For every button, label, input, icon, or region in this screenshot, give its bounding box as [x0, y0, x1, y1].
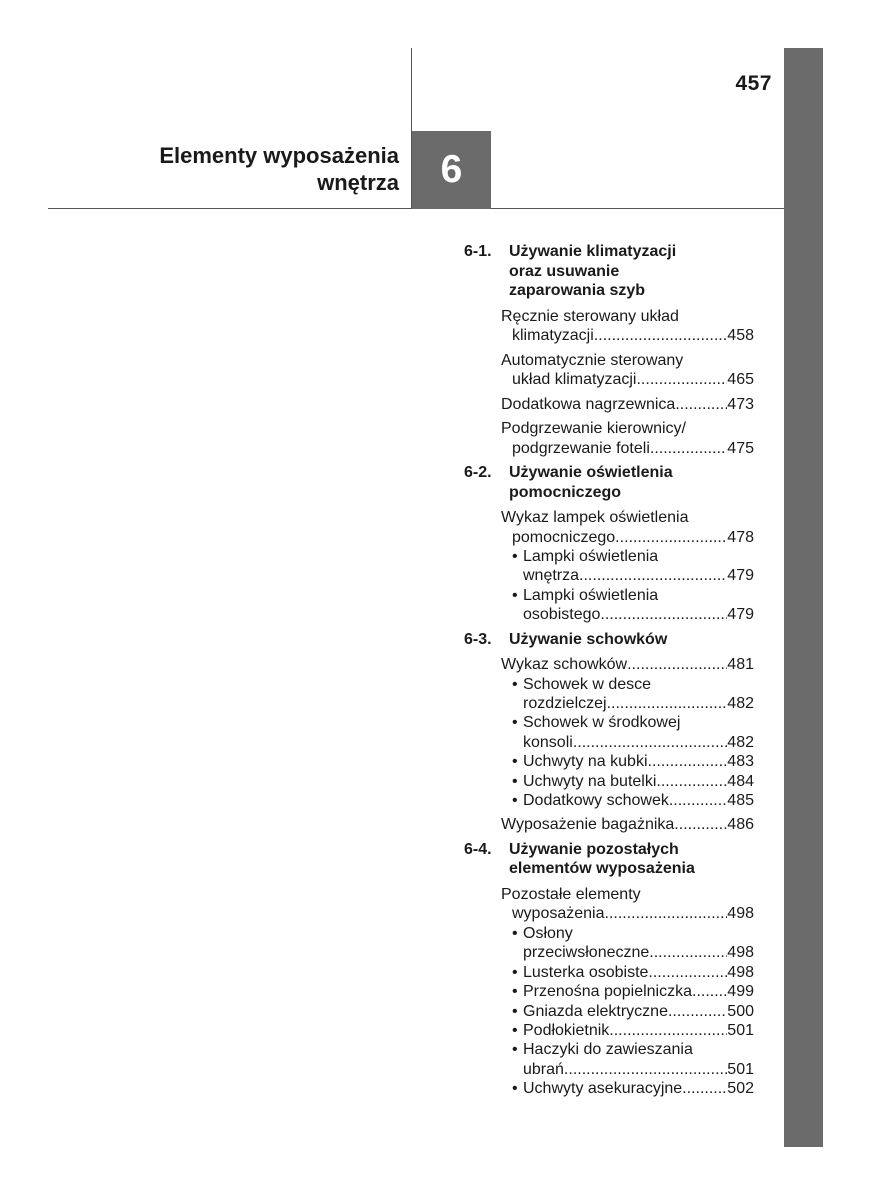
- entry-text: osobistego: [523, 606, 601, 624]
- page-ref[interactable]: 479: [727, 567, 754, 585]
- entry-text: • Lampki oświetlenia: [523, 548, 659, 565]
- entry-text: • Przenośna popielniczka: [523, 983, 692, 1001]
- dot-leader: [669, 791, 727, 810]
- section-title-line: Używanie klimatyzacji: [509, 243, 677, 260]
- entry-text: ubrań: [523, 1060, 564, 1078]
- section-number: 6-1.: [464, 243, 492, 260]
- page-ref[interactable]: 482: [727, 695, 754, 713]
- entry-text: pomocniczego: [512, 528, 616, 546]
- entry-text: podgrzewanie foteli: [512, 439, 650, 457]
- entry-text: wnętrza: [523, 567, 580, 585]
- bullet-list: [512, 924, 754, 1099]
- bullet-item[interactable]: [512, 924, 754, 963]
- section-title: [464, 242, 754, 301]
- page-ref[interactable]: 465: [727, 371, 754, 388]
- entry-line: [523, 982, 754, 1001]
- entry-line: [523, 791, 754, 810]
- entry-text: • Lampki oświetlenia: [523, 586, 659, 604]
- entry-line: [523, 943, 754, 962]
- dot-leader: [605, 904, 728, 924]
- entry-line: [523, 1021, 754, 1040]
- entry-line: [523, 586, 754, 605]
- page-ref[interactable]: 501: [727, 1060, 754, 1078]
- entry-line: [501, 904, 754, 924]
- section-title: [464, 630, 754, 650]
- entry-text: • Uchwyty na butelki: [523, 772, 657, 790]
- entry-text: konsoli: [523, 733, 573, 751]
- page-ref[interactable]: 458: [727, 327, 754, 344]
- entry-line: [501, 815, 754, 835]
- dot-leader: [650, 439, 727, 459]
- entry-text: Ręcznie sterowany układ: [501, 307, 679, 325]
- entry-text: • Schowek w desce: [523, 675, 652, 693]
- section-number: 6-2.: [464, 464, 492, 481]
- entry-text: wyposażenia: [512, 905, 605, 923]
- entry-text: • Dodatkowy schowek: [523, 792, 669, 810]
- entry-line: [523, 694, 754, 713]
- dot-leader: [636, 370, 727, 390]
- entry-line: [501, 885, 754, 905]
- page-ref[interactable]: 498: [727, 944, 754, 962]
- page-ref[interactable]: 486: [727, 816, 754, 834]
- page-ref[interactable]: 499: [727, 983, 754, 1001]
- entry-line: [501, 528, 754, 548]
- page-ref[interactable]: 484: [727, 772, 754, 790]
- entry-line: [523, 733, 754, 752]
- dot-leader: [579, 566, 727, 585]
- page-ref[interactable]: 501: [727, 1022, 754, 1039]
- entry-line: [501, 439, 754, 459]
- entry-line: [523, 1079, 754, 1098]
- entry-line: [523, 1060, 754, 1079]
- entry-line: [501, 370, 754, 390]
- entry-line: [523, 924, 754, 943]
- toc-entry[interactable]: [501, 885, 754, 924]
- page-ref[interactable]: 500: [727, 1002, 754, 1020]
- dot-leader: [692, 982, 727, 1001]
- chapter-title-line: Elementy wyposażenia: [159, 143, 399, 168]
- bullet-item[interactable]: [512, 1021, 754, 1040]
- entry-line: [501, 419, 754, 439]
- entry-line: [523, 566, 754, 585]
- dot-leader: [649, 943, 727, 962]
- toc-section: [464, 242, 754, 458]
- bullet-item[interactable]: [512, 752, 754, 771]
- section-label: [509, 840, 695, 879]
- entry-line: [523, 752, 754, 771]
- entry-line: [501, 508, 754, 528]
- dot-leader: [627, 655, 727, 675]
- entry-text: układ klimatyzacji: [512, 371, 637, 388]
- section-title: [464, 463, 754, 502]
- dot-leader: [682, 1079, 727, 1098]
- toc-section: [464, 463, 754, 625]
- page-ref[interactable]: 479: [727, 606, 754, 624]
- section-label: [509, 242, 676, 301]
- entry-text: • Uchwyty na kubki: [523, 753, 648, 771]
- page-ref[interactable]: 473: [727, 395, 754, 413]
- toc-entry[interactable]: [501, 395, 754, 415]
- entry-text: Wykaz lampek oświetlenia: [501, 509, 689, 526]
- page-ref[interactable]: 478: [727, 528, 754, 546]
- dot-leader: [648, 963, 727, 982]
- entry-line: [523, 605, 754, 624]
- dot-leader: [609, 1021, 727, 1040]
- dot-leader: [668, 1002, 727, 1021]
- bullet-item[interactable]: [512, 1002, 754, 1021]
- section-label: [509, 463, 673, 502]
- dot-leader: [573, 733, 727, 752]
- entry-text: rozdzielczej: [523, 695, 607, 713]
- toc-section: [464, 630, 754, 835]
- section-number: 6-4.: [464, 840, 492, 858]
- bullet-item[interactable]: [512, 547, 754, 586]
- entry-text: Pozostałe elementy: [501, 885, 641, 903]
- entry-line: [501, 351, 754, 371]
- toc-entry[interactable]: [501, 307, 754, 346]
- toc-entry[interactable]: [501, 351, 754, 390]
- entry-text: Automatycznie sterowany: [501, 351, 684, 369]
- entry-line: [523, 547, 754, 566]
- entry-line: [523, 1002, 754, 1021]
- bullet-item[interactable]: [512, 1079, 754, 1098]
- bullet-list: [512, 675, 754, 811]
- entry-line: [501, 395, 754, 415]
- dot-leader: [594, 326, 728, 346]
- entry-line: [523, 1040, 754, 1059]
- entry-text: • Haczyki do zawieszania: [523, 1041, 693, 1059]
- chapter-tab-bar: [784, 48, 823, 1147]
- section-title-line: Używanie pozostałych: [509, 840, 679, 858]
- entry-line: [501, 655, 754, 675]
- bullet-item[interactable]: [512, 772, 754, 791]
- dot-leader: [615, 528, 727, 548]
- entry-text: • Osłony: [523, 924, 573, 942]
- entry-text: klimatyzacji: [512, 327, 594, 344]
- entry-line: [523, 675, 754, 694]
- entry-line: [501, 307, 754, 327]
- entry-text: • Schowek w środkowej: [523, 714, 681, 732]
- entry-text: Dodatkowa nagrzewnica: [501, 395, 676, 413]
- toc-entry[interactable]: [501, 419, 754, 458]
- entry-line: [523, 772, 754, 791]
- section-title-line: elementów wyposażenia: [509, 860, 695, 878]
- entry-text: • Gniazda elektryczne: [523, 1002, 668, 1020]
- chapter-title-line: wnętrza: [317, 170, 399, 195]
- section-number: 6-3.: [464, 630, 492, 648]
- entry-text: • Uchwyty asekuracyjne: [523, 1080, 683, 1098]
- bullet-list: [512, 547, 754, 625]
- page-ref[interactable]: 498: [727, 905, 754, 923]
- toc-entry[interactable]: [501, 655, 754, 675]
- bullet-item[interactable]: [512, 982, 754, 1001]
- page-ref[interactable]: 482: [727, 733, 754, 751]
- section-title: [464, 840, 754, 879]
- page-ref[interactable]: 502: [727, 1080, 754, 1098]
- page-ref[interactable]: 498: [727, 963, 754, 981]
- toc-entry[interactable]: [501, 815, 754, 835]
- section-title-line: Używanie oświetlenia: [509, 464, 673, 481]
- bullet-item[interactable]: [512, 791, 754, 810]
- entry-line: [523, 963, 754, 982]
- bullet-item[interactable]: [512, 675, 754, 714]
- page-ref[interactable]: 483: [727, 753, 754, 771]
- dot-leader: [675, 395, 727, 415]
- entry-text: Wyposażenie bagażnika: [501, 816, 675, 834]
- toc-section: [464, 840, 754, 1099]
- entry-text: przeciwsłoneczne: [523, 944, 650, 962]
- entry-line: [523, 713, 754, 732]
- bullet-item[interactable]: [512, 586, 754, 625]
- bullet-item[interactable]: [512, 713, 754, 752]
- dot-leader: [607, 694, 728, 713]
- entry-text: • Lusterka osobiste: [523, 963, 649, 981]
- dot-leader: [648, 752, 728, 771]
- bullet-item[interactable]: [512, 963, 754, 982]
- section-title-line: zaparowania szyb: [509, 282, 646, 299]
- toc-entry[interactable]: [501, 508, 754, 547]
- bullet-item[interactable]: [512, 1040, 754, 1079]
- table-of-contents: [464, 242, 754, 1104]
- page-ref[interactable]: 481: [727, 656, 754, 674]
- chapter-number: 6: [440, 148, 463, 191]
- section-title-line: pomocniczego: [509, 483, 622, 501]
- chapter-title: [159, 142, 399, 196]
- page-ref[interactable]: 475: [727, 439, 754, 457]
- dot-leader: [674, 815, 727, 835]
- dot-leader: [564, 1060, 727, 1079]
- section-label: [509, 630, 667, 650]
- dot-leader: [656, 772, 727, 791]
- section-title-line: Używanie schowków: [509, 630, 668, 648]
- entry-text: • Podłokietnik: [523, 1022, 610, 1039]
- section-title-line: oraz usuwanie: [509, 262, 620, 280]
- chapter-number-box: [412, 131, 491, 209]
- entry-line: [501, 326, 754, 346]
- entry-text: Wykaz schowków: [501, 656, 628, 674]
- page-ref[interactable]: 485: [727, 792, 754, 810]
- dot-leader: [600, 605, 727, 624]
- page-number: 457: [735, 72, 772, 95]
- entry-text: Podgrzewanie kierownicy/: [501, 420, 686, 437]
